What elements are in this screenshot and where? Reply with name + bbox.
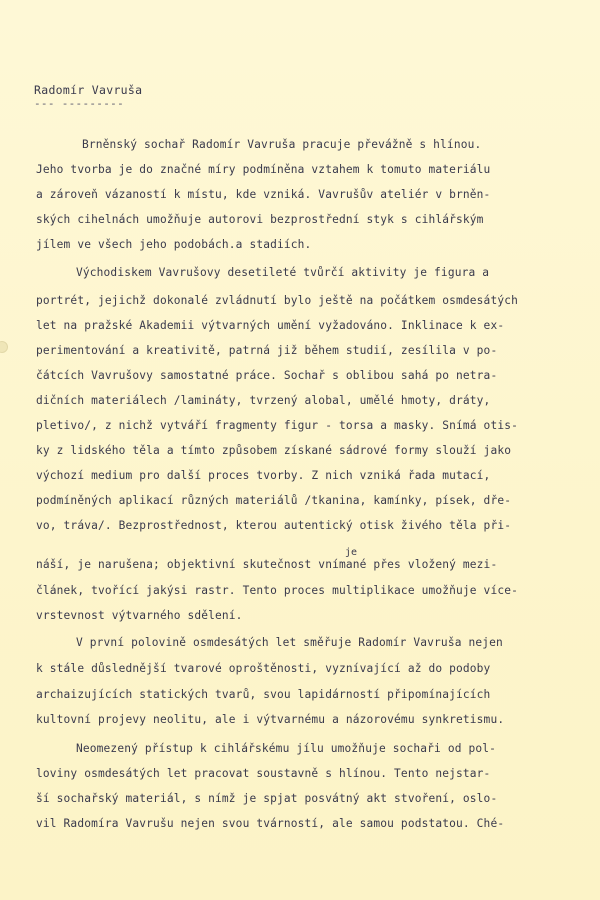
- text-line: ských cihelnách umožňuje autorovi bezprostřední styk s cihlářským: [36, 213, 484, 226]
- text-line: ky z lidského těla a tímto způsobem získané sádrové formy slouží jako: [36, 444, 512, 457]
- document-heading: Radomír Vavruša: [34, 83, 143, 97]
- text-line: loviny osmdesátých let pracovat soustavně s hlínou. Tento nejstar-: [36, 767, 491, 780]
- text-line: čátcích Vavrušovy samostatné práce. Sochař s oblibou sahá po netra-: [36, 369, 498, 382]
- text-line: Jeho tvorba je do značné míry podmíněna vztahem k tomuto materiálu: [36, 163, 491, 176]
- text-line: podmíněných aplikací různých materiálů /tkanina, kamínky, písek, dře-: [36, 494, 512, 507]
- text-line: archaizujících statických tvarů, svou lapidárností připomínajících: [36, 688, 491, 701]
- text-line: V první polovině osmdesátých let směřuje Radomír Vavruša nejen: [76, 636, 503, 649]
- text-line: dičních materiálech /lamináty, tvrzený alobal, umělé hmoty, dráty,: [36, 394, 491, 407]
- text-line: Neomezený přístup k cihlářskému jílu umožňuje sochaři od pol-: [76, 742, 497, 755]
- text-line: náší, je narušena; objektivní skutečnost vnímané přes vložený mezi-: [36, 558, 498, 571]
- interlinear-insertion: je: [345, 547, 358, 558]
- text-line: vrstevnost výtvarného sdělení.: [36, 609, 243, 622]
- text-line: let na pražské Akademii výtvarných umění vyžadováno. Inklinace k ex-: [36, 319, 505, 332]
- text-line: kultovní projevy neolitu, ale i výtvarnému a názorovému synkretismu.: [36, 713, 505, 726]
- text-line: vil Radomíra Vavrušu nejen svou tvárností, ale samou podstatou. Ché-: [36, 817, 505, 830]
- text-line: Brněnský sochař Radomír Vavruša pracuje převážně s hlínou.: [82, 138, 482, 151]
- text-line: a zároveň vázaností k místu, kde vzniká. Vavrušův ateliér v brněn-: [36, 188, 491, 201]
- text-line: výchozí medium pro další proces tvorby. Z nich vzniká řada mutací,: [36, 469, 491, 482]
- text-line: perimentování a kreativitě, patrná již během studií, zesílila v po-: [36, 344, 498, 357]
- text-line: Východiskem Vavrušovy desetileté tvůrčí aktivity je figura a: [76, 266, 490, 279]
- text-line: ší sochařský materiál, s nímž je spjat posvátný akt stvoření, oslo-: [36, 792, 498, 805]
- text-line: pletivo/, z nichž vytváří fragmenty figur - torsa a masky. Snímá otis-: [36, 419, 518, 432]
- text-line: článek, tvořící jakýsi rastr. Tento proces multiplikace umožňuje více-: [36, 584, 518, 597]
- text-line: vo, tráva/. Bezprostřednost, kterou autentický otisk živého těla při-: [36, 519, 512, 532]
- heading-underline: --- ---------: [34, 97, 124, 110]
- text-line: jílem ve všech jeho podobách.a stadiích.: [36, 238, 312, 251]
- text-line: portrét, jejichž dokonalé zvládnutí bylo ještě na počátkem osmdesátých: [36, 294, 518, 307]
- punch-hole: [0, 341, 8, 353]
- text-line: k stále důslednější tvarové oproštěnosti, vyznívající až do podoby: [36, 662, 491, 675]
